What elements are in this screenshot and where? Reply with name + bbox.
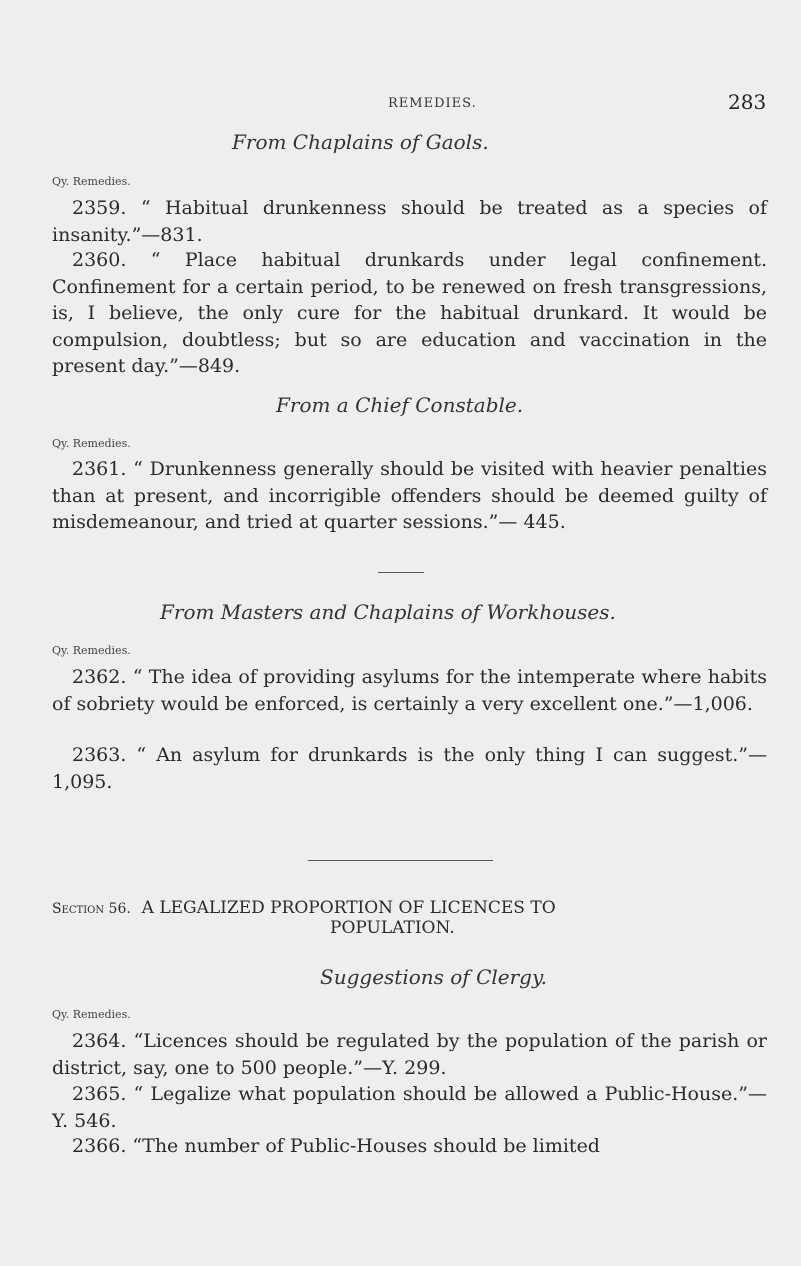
page-number: 283 xyxy=(728,90,767,114)
source-heading-clergy: Suggestions of Clergy. xyxy=(320,965,547,989)
paragraph-2366: 2366. “The number of Public-Houses should be limited xyxy=(72,1135,600,1157)
paragraph-2363: 2363. “ An asylum for drunkards is the only thing I can suggest.”—1,095. xyxy=(52,744,767,793)
query-label: Qy. Remedies. xyxy=(52,437,131,450)
query-label: Qy. Remedies. xyxy=(52,644,131,657)
paragraph-2361: 2361. “ Drunkenness generally should be visited with heavier penalties than at present, and incorrigible offenders should be deemed guilty of misdemeanour, and tried at quarter sessions.”— 445. xyxy=(52,458,767,533)
paragraph-2365: 2365. “ Legalize what population should be allowed a Public-House.”—Y. 546. xyxy=(52,1083,767,1132)
divider xyxy=(378,572,424,573)
source-heading-workhouses: From Masters and Chaplains of Workhouses. xyxy=(160,600,616,624)
paragraph-2362: 2362. “ The idea of providing asylums for the intemperate where habits of sobriety would be enforced, is certainly a very excellent one.”—1,006. xyxy=(52,666,767,715)
paragraph-2360: 2360. “ Place habitual drunkards under legal confinement. Confinement for a certain period, to be renewed on fresh transgressions, is, I believe, the only cure for the habitual drunkard. It would be compulsion, doubtless; but so are education and vaccination in the present day.”—849. xyxy=(52,249,767,377)
section-divider xyxy=(308,860,493,861)
section-heading xyxy=(52,898,556,918)
section-label: Section 56. xyxy=(52,901,131,917)
section-title-line2: POPULATION. xyxy=(330,918,455,938)
source-heading-chief-constable: From a Chief Constable. xyxy=(276,393,524,417)
section-title-line1: A LEGALIZED PROPORTION OF LICENCES TO xyxy=(141,898,556,918)
paragraph-2359: 2359. “ Habitual drunkenness should be treated as a species of insanity.”—831. xyxy=(52,197,767,246)
running-title: REMEDIES. xyxy=(388,96,477,111)
paragraph-2364: 2364. “Licences should be regulated by the population of the parish or district, say, one to 500 people.”—Y. 299. xyxy=(52,1030,767,1079)
query-label: Qy. Remedies. xyxy=(52,175,131,188)
source-heading-chaplains-gaols: From Chaplains of Gaols. xyxy=(232,130,489,154)
query-label: Qy. Remedies. xyxy=(52,1008,131,1021)
